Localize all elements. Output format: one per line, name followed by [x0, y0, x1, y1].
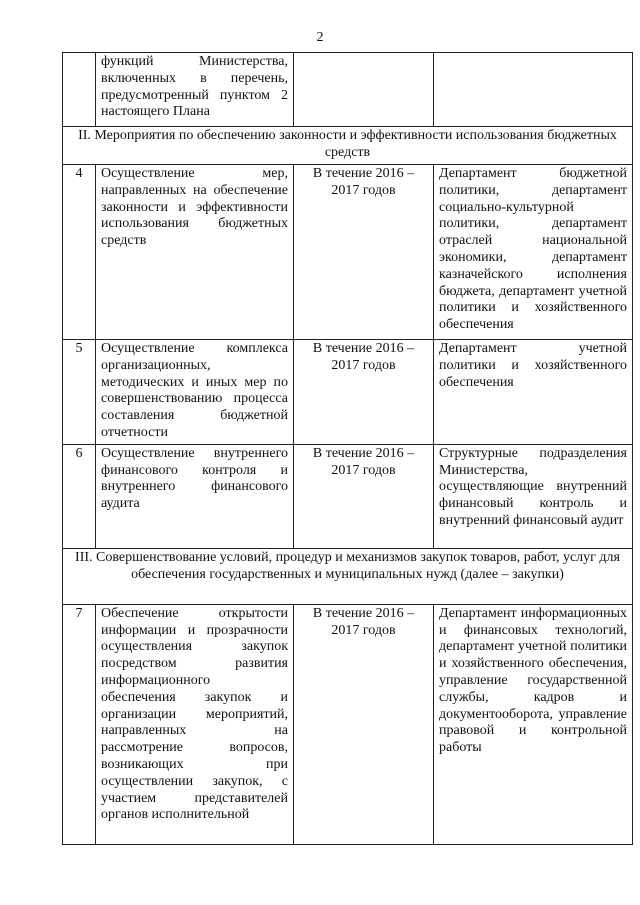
table-row: [63, 604, 633, 844]
table-row: [63, 165, 633, 340]
measure-cell: Обеспечение открытости информации и прозрачности осуществления закупок посредством развития информационного обеспечения закупок и организации мероприятий, направленных на рассмотрение вопросов, возникающих при осуществлении закупок, с участием представителей органов исполнительной: [96, 604, 294, 844]
responsible-cell: Департамент учетной политики и хозяйственного обеспечения: [434, 340, 633, 445]
page-number: 2: [316, 30, 324, 45]
section-title: III. Совершенствование условий, процедур и механизмов закупок товаров, работ, услуг для обеспечения государственных и муниципальных нужд (далее – закупки): [63, 548, 633, 604]
term-cell: В течение 2016 – 2017 годов: [294, 444, 434, 548]
measure-cell: Осуществление внутреннего финансового контроля и внутреннего финансового аудита: [96, 444, 294, 548]
row-number: 4: [63, 165, 96, 340]
term-cell: В течение 2016 – 2017 годов: [294, 340, 434, 445]
section-header-row: [63, 127, 633, 165]
responsible-cell: Структурные подразделения Министерства, осуществляющие внутренний финансовый контроль и внутренний финансовый аудит: [434, 444, 633, 548]
responsible-cell: [434, 53, 633, 127]
table-row: [63, 340, 633, 445]
plan-table: [62, 52, 633, 845]
responsible-cell: Департамент информационных и финансовых технологий, департамент учетной политики и хозяйственного обеспечения, управление государственной службы, кадров и документооборота, управление правовой и контрольной работы: [434, 604, 633, 844]
table-row: [63, 53, 633, 127]
row-number: 6: [63, 444, 96, 548]
row-number: 7: [63, 604, 96, 844]
row-number: [63, 53, 96, 127]
section-header-row: [63, 548, 633, 604]
section-title: II. Мероприятия по обеспечению законности и эффективности использования бюджетных средств: [63, 127, 633, 165]
term-cell: [294, 53, 434, 127]
term-cell: В течение 2016 – 2017 годов: [294, 604, 434, 844]
measure-cell: функций Министерства, включенных в перечень, предусмотренный пунктом 2 настоящего Плана: [96, 53, 294, 127]
responsible-cell: Департамент бюджетной политики, департамент социально-культурной политики, департамент отраслей национальной экономики, департамент казначейского исполнения бюджета, департамент учетной политики и хозяйственного обеспечения: [434, 165, 633, 340]
measure-cell: Осуществление комплекса организационных, методических и иных мер по совершенствованию процесса составления бюджетной отчетности: [96, 340, 294, 445]
term-cell: В течение 2016 – 2017 годов: [294, 165, 434, 340]
measure-cell: Осуществление мер, направленных на обеспечение законности и эффективности использования бюджетных средств: [96, 165, 294, 340]
table-row: [63, 444, 633, 548]
row-number: 5: [63, 340, 96, 445]
